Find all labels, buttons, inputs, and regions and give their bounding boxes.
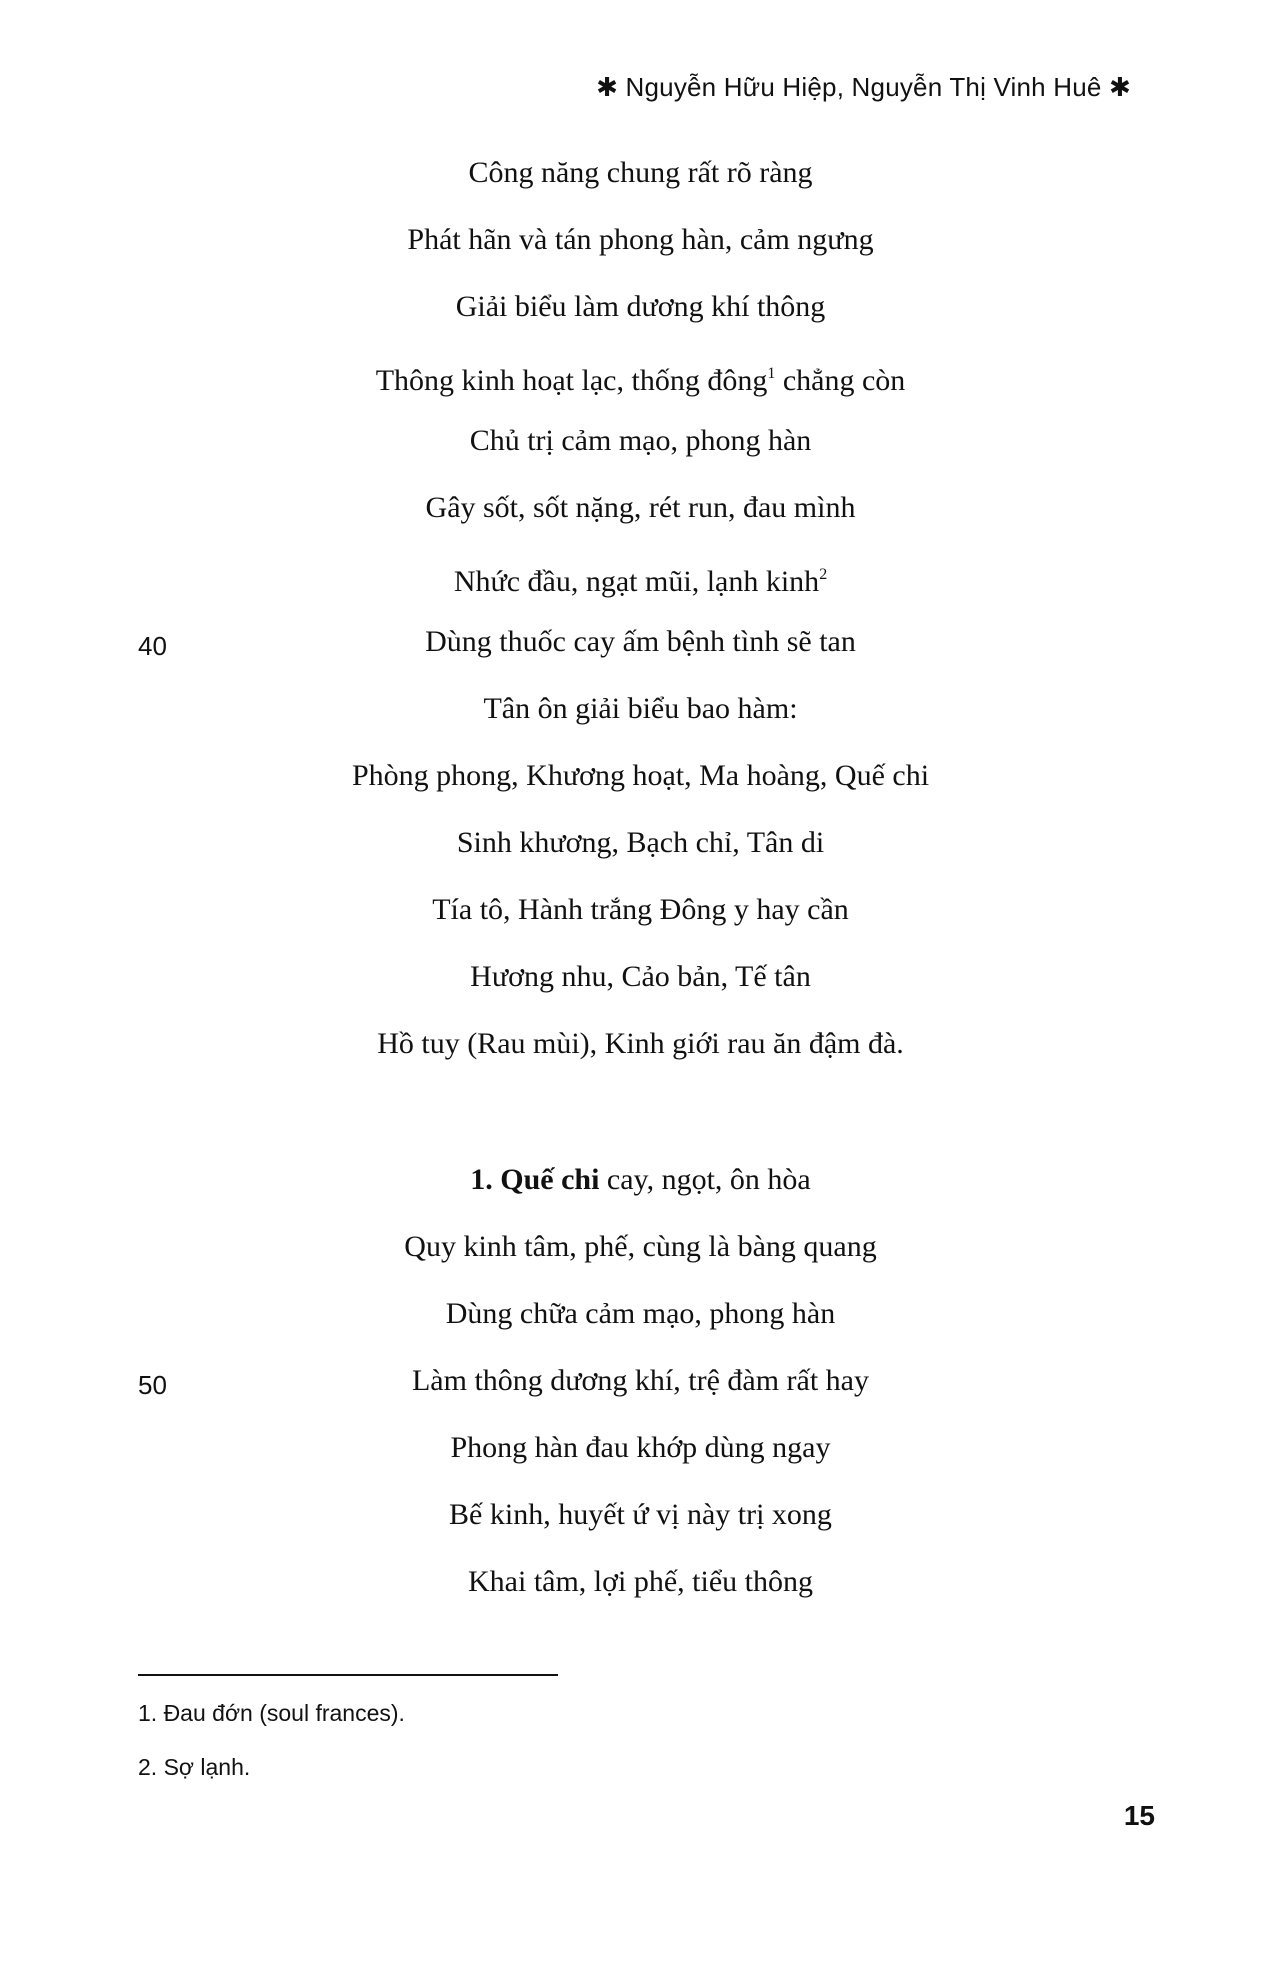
star-icon: ✱ [596, 72, 619, 102]
footnote: 2. Sợ lạnh. [138, 1754, 251, 1780]
section-heading-line [0, 1162, 1281, 1198]
verse-text: chẳng còn [775, 364, 906, 397]
verse-line [0, 356, 1281, 399]
footnote-ref: 2 [819, 566, 828, 583]
running-header [596, 72, 1131, 103]
verse-line: Bế kinh, huyết ứ vị này trị xong [449, 1498, 832, 1531]
verse-line: Khai tâm, lợi phế, tiểu thông [468, 1565, 813, 1598]
verse-line: Phòng phong, Khương hoạt, Ma hoàng, Quế chi [351, 759, 930, 792]
verse-line: Dùng thuốc cay ấm bệnh tình sẽ tan [425, 625, 856, 658]
line-number: 50 [138, 1370, 167, 1400]
verse-line: Dùng chữa cảm mạo, phong hàn [445, 1297, 836, 1330]
verse-line: Chủ trị cảm mạo, phong hàn [469, 424, 812, 457]
verse-line: Gây sốt, sốt nặng, rét run, đau mình [425, 491, 856, 524]
verse-line: Tía tô, Hành trắng Đông y hay cần [432, 893, 849, 926]
verse-line: Hương nhu, Cảo bản, Tế tân [470, 960, 811, 993]
verse-text: cay, ngọt, ôn hòa [599, 1163, 811, 1196]
verse-text: Nhức đầu, ngạt mũi, lạnh kinh [453, 565, 820, 598]
verse-line: Công năng chung rất rõ ràng [468, 156, 813, 189]
verse-line: Hồ tuy (Rau mùi), Kinh giới rau ăn đậm đà. [377, 1027, 904, 1060]
verse-text: Thông kinh hoạt lạc, thống đông [375, 364, 768, 397]
footnote-ref: 1 [767, 365, 776, 382]
footnote: 1. Đau đớn (soul frances). [138, 1700, 405, 1726]
star-icon: ✱ [1109, 72, 1131, 102]
verse-line: Tân ôn giải biểu bao hàm: [483, 692, 798, 725]
verse-line: Giải biểu làm dương khí thông [455, 290, 826, 323]
footnote-divider [138, 1674, 558, 1676]
line-number: 40 [138, 631, 167, 661]
verse-line [0, 557, 1281, 600]
page-number: 15 [1123, 1800, 1155, 1831]
verse-line: Phát hãn và tán phong hàn, cảm ngưng [407, 223, 874, 256]
header-title: Nguyễn Hữu Hiệp, Nguyễn Thị Vinh Huê [625, 72, 1102, 102]
section-heading: 1. Quế chi [470, 1163, 600, 1196]
verse-line: Quy kinh tâm, phế, cùng là bàng quang [404, 1230, 877, 1263]
verse-line: Phong hàn đau khớp dùng ngay [450, 1431, 831, 1464]
verse-line: Sinh khương, Bạch chỉ, Tân di [456, 826, 825, 859]
verse-line: Làm thông dương khí, trệ đàm rất hay [411, 1364, 870, 1397]
